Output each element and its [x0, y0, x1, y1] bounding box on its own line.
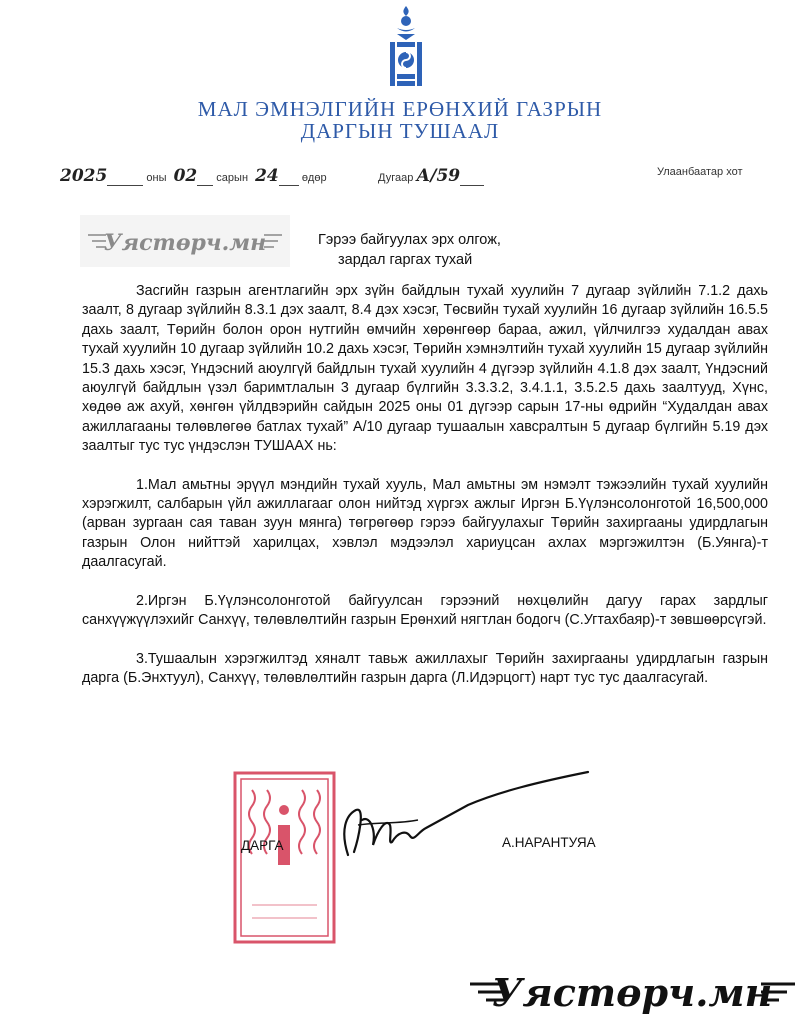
preamble-paragraph: Засгийн газрын агентлагийн эрх зүйн байдлын тухай хуулийн 7 дугаар зүйлийн 7.1.2 дахь заалт, 8 дугаар зүйлийн 8.3.1 дэх заалт, 8.4 дэх хэсэг, Төсвийн тухай хуулийн 16 дугаар зүйлийн 16.5.5 дахь заалт, Төрийн болон орон нутгийн өмчийн хөрөнгөөр бараа, ажил, үйлчилгээ худалдан авах тухай хуулийн 10 дугаар зүйлийн 10.2 дахь хэсэг, Төрийн хэмнэлтийн тухай хуулийн 15 дугаар зүйлийн 15.3 дахь хэсэг, Үндэсний аюулгүй байдлын тухай хуулийн 4 дүгээр зүйлийн 4.1.8 дэх заалт, Үндэсний аюулгүй байдлын үзэл баримтлалын 3 дугаар бүлгийн 3.3.3.2, 3.4.1.1, 3.5.2.5 дахь заалтууд, Хүнс, хөдөө аж ахуй, хөнгөн үйлдвэрийн сайдын 2025 оны 01 дүгээр сарын 17-ны өдрийн “Худалдан авах ажиллагааны төлөвлөгөө батлах тухай” А/10 дугаар тушаалын хавсралтын 5 дугаар бүлгийн 5.19 дэх заалтыг тус тус үндэслэн ТУШААХ нь:	[82, 283, 768, 455]
header-order-title: ДАРГЫН ТУШААЛ	[300, 119, 500, 143]
date-line	[60, 166, 327, 186]
order-body	[82, 282, 768, 707]
header-agency-title: МАЛ ЭМНЭЛГИЙН ЕРӨНХИЙ ГАЗРЫН	[197, 97, 603, 121]
signer-name: А.НАРАНТУЯА	[502, 835, 596, 850]
number-line	[378, 166, 484, 186]
order-item-3: 3.Тушаалын хэрэгжилтэд хяналт тавьж ажиллахыг Төрийн захиргааны удирдлагын газрын дарга (Б.Энхтуул), Санхүү, төлөвлөлтийн газрын дарга (Л.Идэрцогт) нарт тус тус даалгасугай.	[82, 650, 768, 686]
handwritten-signature	[318, 770, 608, 890]
month-value: 02	[173, 166, 198, 186]
year-suffix: оны	[146, 172, 167, 184]
soyombo-emblem-icon	[388, 4, 424, 90]
order-item-2: 2.Иргэн Б.Үүлэнсолонготой байгуулсан гэрээний нөхцөлийн дагуу гарах зардлыг санхүүжүүлэхийг Санхүү, төлөвлөлтийн газрын Ерөнхий нягтлан бодогч (С.Угтахбаяр)-т зөвшөөрсүгэй.	[82, 592, 768, 629]
order-item-1: 1.Мал амьтны эрүүл мэндийн тухай хууль, Мал амьтны эм нэмэлт тэжээлийн тухай хуулийн хэрэгжилт, салбарын үйл ажиллагааг олон нийтэд хүргэх ажлыг Иргэн Б.Үүлэнсолонготой 16,500,000 (арван зургаан сая таван зуун мянга) төгрөгөөр гэрээ байгуулахыг Төрийн захиргааны удирдлагын газрын Олон нийттэй харилцах, хэвлэл мэдээлэл хариуцсан ахлах мэргэжилтэн (Б.Уянга)-т даалгасугай.	[82, 476, 768, 571]
watermark-bottom-text: Уястөрч.мн	[491, 970, 773, 1015]
number-value: А/59	[416, 166, 461, 186]
subject-line-2: зардал гаргах тухай	[338, 252, 473, 268]
day-suffix: өдөр	[301, 172, 327, 184]
year-value: 2025	[60, 166, 108, 186]
day-value: 24	[255, 166, 279, 186]
subject-line-1: Гэрээ байгуулах эрх олгож,	[318, 232, 501, 248]
watermark-top-text: Уястөрч.мн	[103, 230, 267, 256]
watermark-logo-bottom	[470, 960, 795, 1020]
number-label: Дугаар	[378, 172, 414, 184]
city-label: Улаанбаатар хот	[657, 166, 743, 178]
month-suffix: сарын	[216, 172, 249, 184]
signer-role: ДАРГА	[241, 838, 284, 853]
watermark-logo-top	[80, 215, 290, 267]
